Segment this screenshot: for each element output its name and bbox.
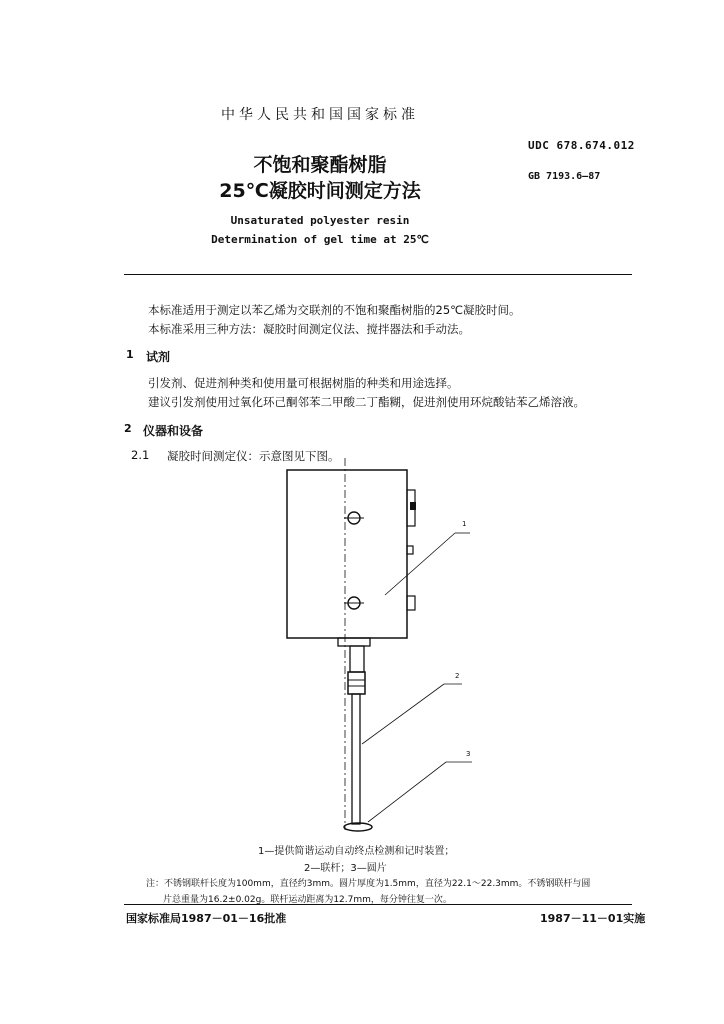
rod-sleeve xyxy=(350,646,364,672)
figure-label-3: 3 xyxy=(466,750,471,758)
figure-label-2: 2 xyxy=(455,672,460,680)
side-fitting-bottom xyxy=(407,596,415,610)
title-cn-line2: 25℃凝胶时间测定方法 xyxy=(219,180,421,202)
intro-line1: 本标准适用于测定以苯乙烯为交联剂的不饱和聚酯树脂的25℃凝胶时间。 xyxy=(148,303,521,317)
section1-line2: 建议引发剂使用过氧化环己酮邻苯二甲酸二丁酯糊，促进剂使用环烷酸钴苯乙烯溶液。 xyxy=(148,395,585,409)
leader-1 xyxy=(385,533,455,595)
connecting-rod xyxy=(352,694,360,824)
gb-code: GB 7193.6—87 xyxy=(528,171,601,182)
title-en-line2: Determination of gel time at 25℃ xyxy=(211,233,429,246)
effective-date: 1987－11－01实施 xyxy=(540,912,646,925)
note-line1: 注：不锈钢联杆长度为100mm，直径约3mm。圆片厚度为1.5mm，直径为22.1～22.3mm。不锈钢联杆与圆 xyxy=(146,879,591,889)
note-line2: 片总重量为16.2±0.02g。联杆运动距离为12.7mm，每分钟往复一次。 xyxy=(163,895,452,905)
figure-caption-line1: 1—提供简谐运动自动终点检测和记时装置； xyxy=(258,846,455,857)
footer-rule xyxy=(124,904,632,905)
udc-code: UDC 678.674.012 xyxy=(528,139,635,152)
section1-number: 1 xyxy=(126,348,134,361)
section2-1-number: 2.1 xyxy=(131,448,150,462)
section1-title: 试剂 xyxy=(146,350,171,364)
leader-3 xyxy=(368,762,446,822)
approval-date: 国家标准局1987－01－16批准 xyxy=(126,912,287,925)
title-en-line1: Unsaturated polyester resin xyxy=(230,214,410,227)
bottom-collar xyxy=(338,638,370,646)
section1-line1: 引发剂、促进剂种类和使用量可根据树脂的种类和用途选择。 xyxy=(148,376,459,390)
section2-title: 仪器和设备 xyxy=(143,424,204,438)
intro-line2: 本标准采用三种方法：凝胶时间测定仪法、搅拌器法和手动法。 xyxy=(148,322,470,336)
side-fitting-mid xyxy=(407,546,413,554)
figure-caption-line2: 2—联杆；3—圆片 xyxy=(304,863,387,874)
section2-1-text: 凝胶时间测定仪：示意图见下图。 xyxy=(167,449,340,463)
title-cn-line1: 不饱和聚酯树脂 xyxy=(253,154,387,176)
device-box xyxy=(287,470,407,638)
rod-coupling xyxy=(348,672,365,694)
figure-label-1: 1 xyxy=(462,520,467,528)
leader-2 xyxy=(362,684,444,744)
standard-title: 中华人民共和国国家标准 xyxy=(221,107,419,123)
section2-number: 2 xyxy=(124,422,132,435)
